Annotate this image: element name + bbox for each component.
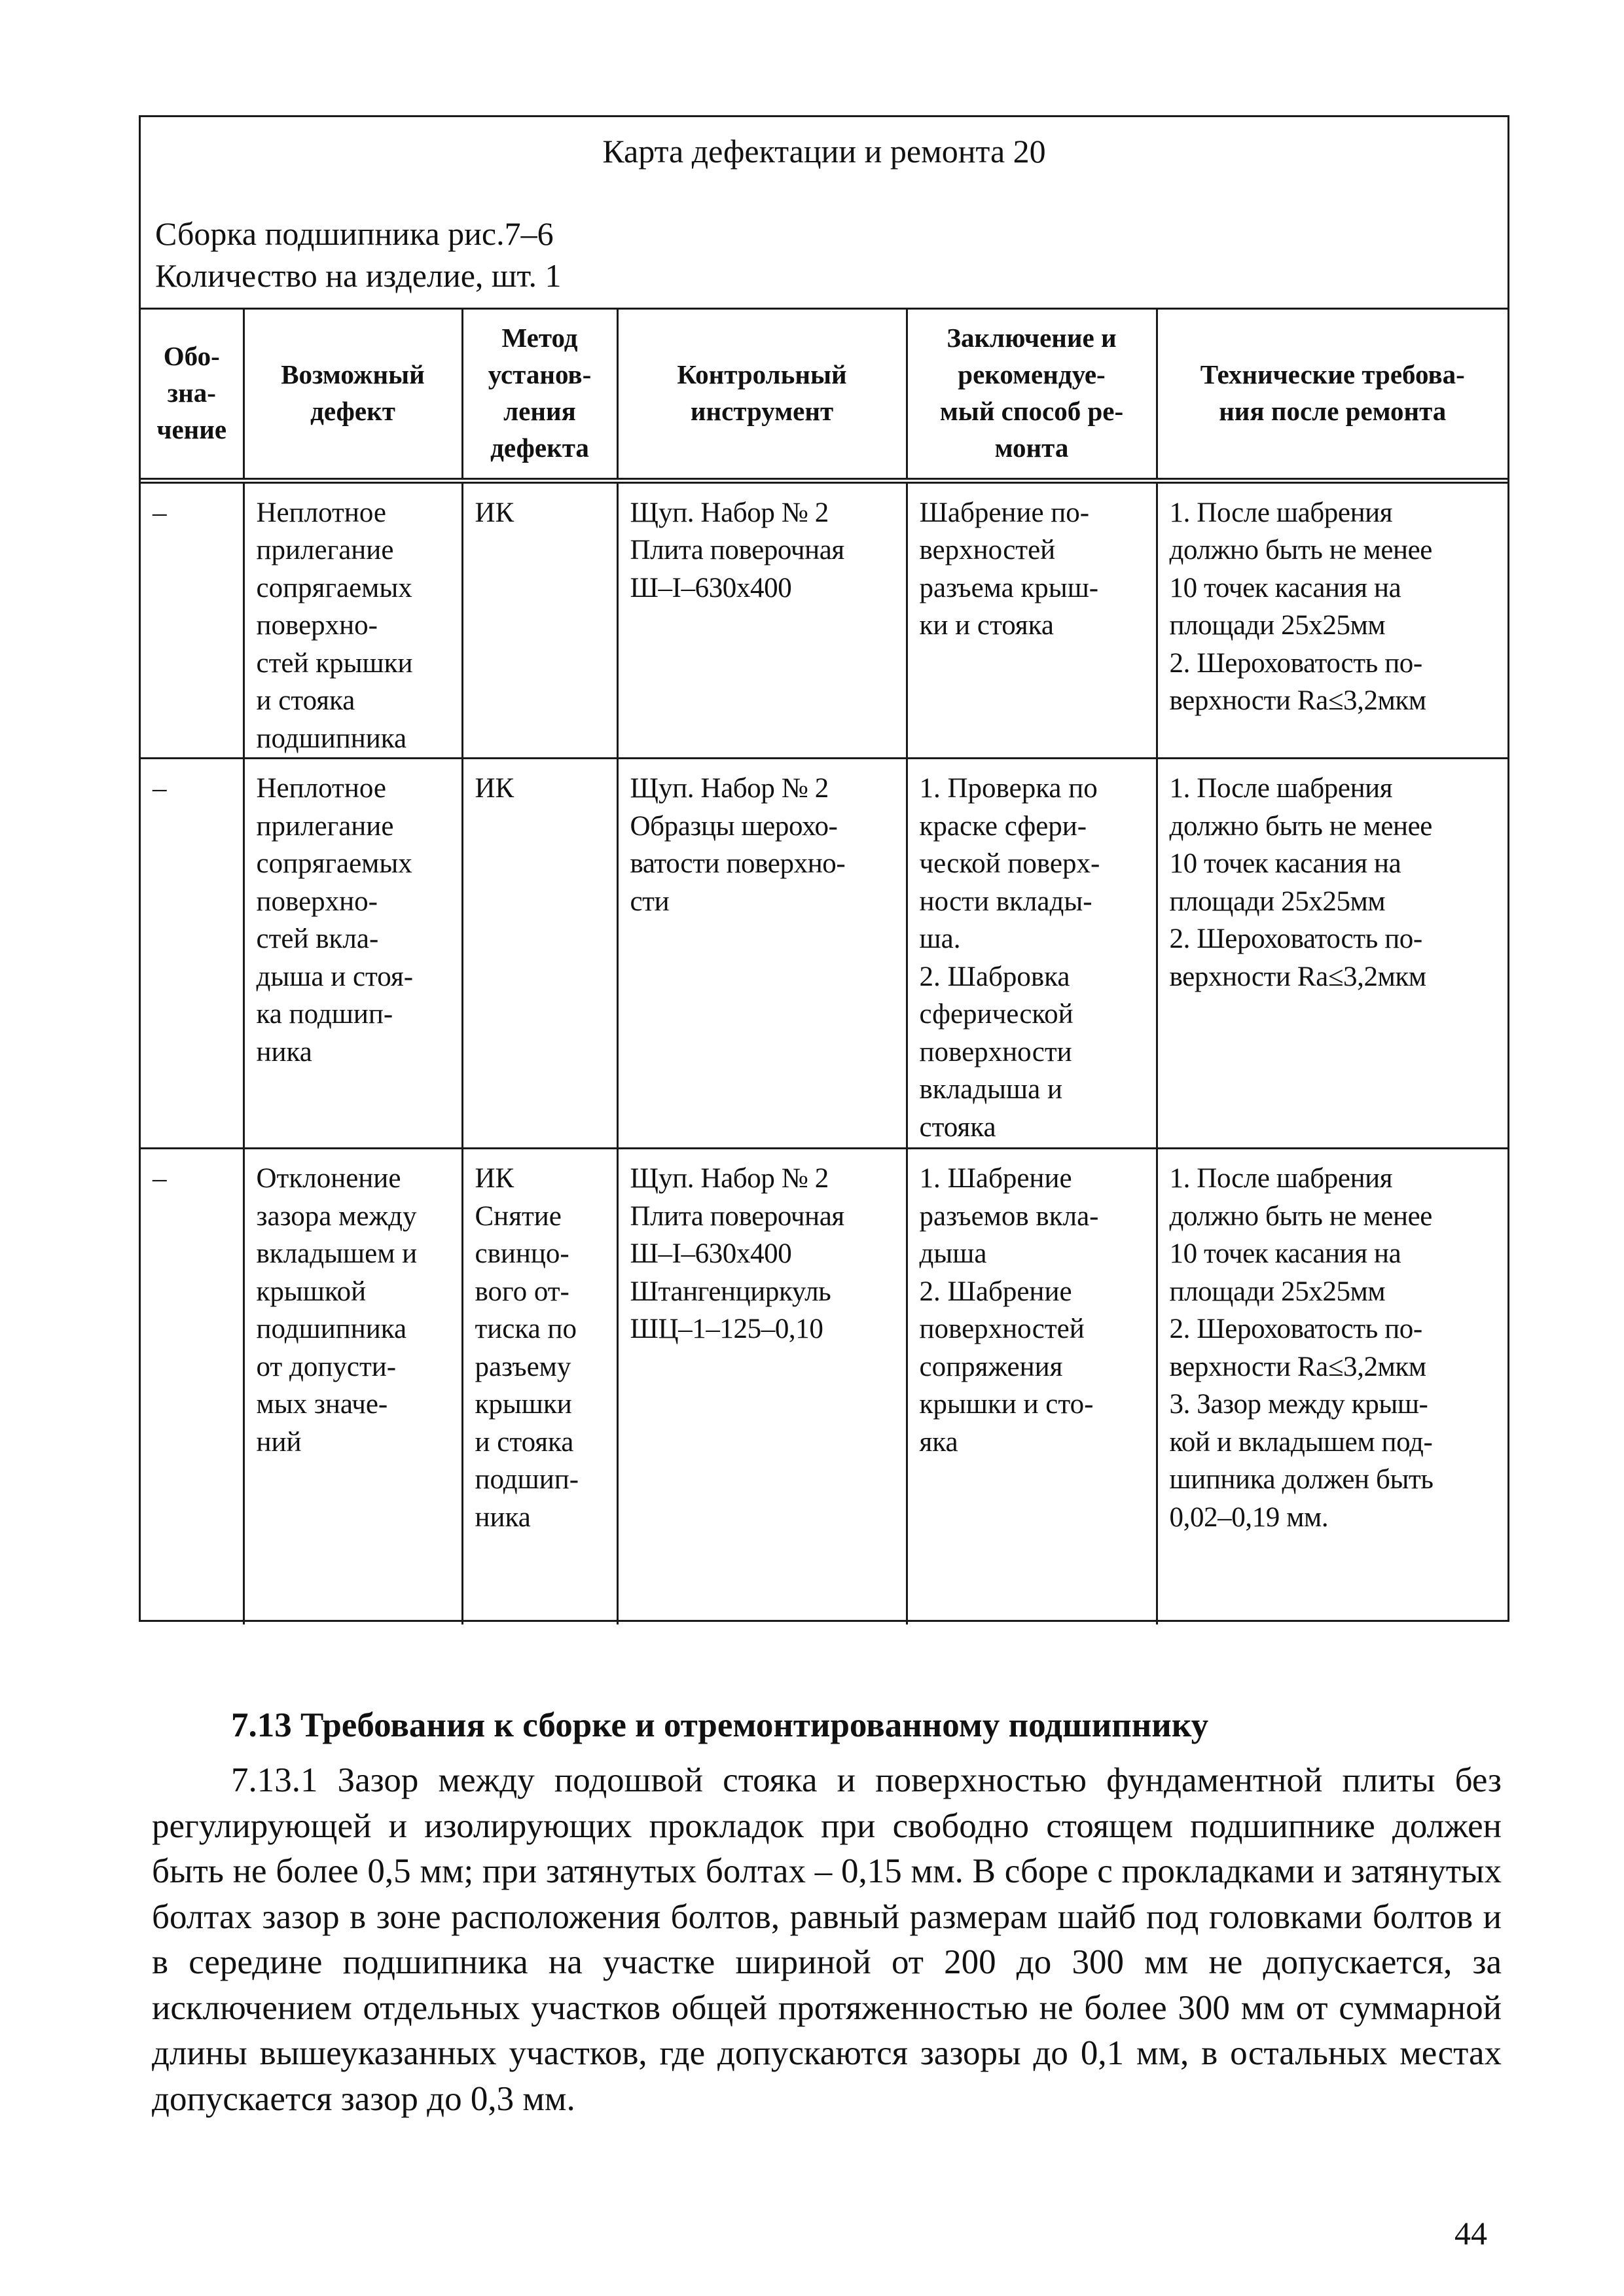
header-designation: Обо- зна- чение xyxy=(141,308,244,480)
card-header xyxy=(141,117,1507,310)
cell-defect: Отклонение зазора между вкладышем и крышкой подшипника от допусти- мых значе- ний xyxy=(244,1149,462,1624)
cell-method: ИК Снятие свинцо- вого от- тиска по разъему крышки и стояка подшип- ника xyxy=(462,1149,617,1624)
cell-requirements: 1. После шабрения должно быть не менее 10 точек касания на площади 25х25мм 2. Шероховатость по- верхности Ra≤3,2мкм xyxy=(1157,480,1507,759)
page-number: 44 xyxy=(1454,2215,1487,2251)
cell-requirements: 1. После шабрения должно быть не менее 10 точек касания на площади 25х25мм 2. Шероховатость по- верхности Ra≤3,2мкм xyxy=(1157,759,1507,1149)
card-assembly-line: Сборка подшипника рис.7–6 xyxy=(155,215,554,252)
cell-method: ИК xyxy=(462,480,617,759)
section-heading: 7.13 Требования к сборке и отремонтированному подшипнику xyxy=(231,1706,1209,1744)
cell-method: ИК xyxy=(462,759,617,1149)
defect-card xyxy=(139,115,1509,1622)
table-header-row xyxy=(141,308,1507,480)
body-paragraph: 7.13.1 Зазор между подошвой стояка и поверхностью фундаментной плиты без регулирующей и изолирующих прокладок при свободно стоящем подшипнике должен быть не более 0,5 мм; при затянутых болтах – 0,15 мм. В сборе с прокладками и затянутых болтах зазор в зоне расположения болтов, равный размерам шайб под головками болтов и в середине подшипника на участке шириной от 200 до 300 мм не допускается, за исключением отдельных участков общей протяженностью не более 300 мм от суммарной длины вышеуказанных участков, где допускаются зазоры до 0,1 мм, в остальных местах допускается зазор до 0,3 мм. xyxy=(152,1761,1502,2118)
header-requirements: Технические требова- ния после ремонта xyxy=(1157,308,1507,480)
header-instrument: Контрольный инструмент xyxy=(617,308,907,480)
cell-instrument: Щуп. Набор № 2 Плита поверочная Ш–I–630х400 Штангенциркуль ШЦ–1–125–0,10 xyxy=(617,1149,907,1624)
header-defect: Возможный дефект xyxy=(244,308,462,480)
table-row xyxy=(141,759,1507,1149)
cell-defect: Неплотное прилегание сопрягаемых поверхно- стей крышки и стояка подшипника xyxy=(244,480,462,759)
cell-repair: 1. Проверка по краске сфери- ческой поверх- ности вклады- ша. 2. Шабровка сферической поверхности вкладыша и стояка xyxy=(907,759,1157,1149)
cell-designation: – xyxy=(141,759,244,1149)
cell-instrument: Щуп. Набор № 2 Плита поверочная Ш–I–630х400 xyxy=(617,480,907,759)
cell-repair: 1. Шабрение разъемов вкла- дыша 2. Шабрение поверхностей сопряжения крышки и сто- яка xyxy=(907,1149,1157,1624)
cell-requirements: 1. После шабрения должно быть не менее 10 точек касания на площади 25х25мм 2. Шероховатость по- верхности Ra≤3,2мкм 3. Зазор между крыш- кой и вкладышем под- шипника должен быть 0,02–0,19 мм. xyxy=(1157,1149,1507,1624)
header-method: Метод установ- ления дефекта xyxy=(462,308,617,480)
table-row xyxy=(141,480,1507,759)
header-repair: Заключение и рекомендуе- мый способ ре- монта xyxy=(907,308,1157,480)
cell-repair: Шабрение по- верхностей разъема крыш- ки и стояка xyxy=(907,480,1157,759)
cell-defect: Неплотное прилегание сопрягаемых поверхно- стей вкла- дыша и стоя- ка подшип- ника xyxy=(244,759,462,1149)
cell-designation: – xyxy=(141,1149,244,1624)
cell-instrument: Щуп. Набор № 2 Образцы шерохо- ватости поверхно- сти xyxy=(617,759,907,1149)
card-title: Карта дефектации и ремонта 20 xyxy=(602,133,1046,170)
table-row xyxy=(141,1149,1507,1624)
cell-designation: – xyxy=(141,480,244,759)
card-quantity-line: Количество на изделие, шт. 1 xyxy=(155,257,562,294)
defect-table xyxy=(141,308,1507,1624)
